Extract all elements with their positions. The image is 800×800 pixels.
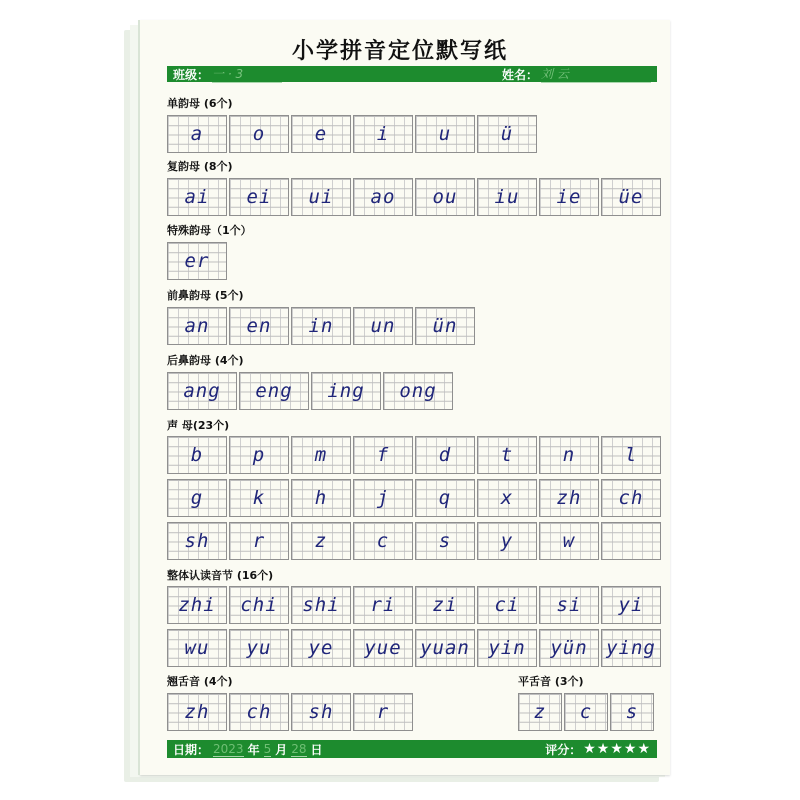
pinyin-text: an xyxy=(184,315,210,337)
section-label-retroflex: 翘舌音 (4个) xyxy=(167,675,233,688)
pinyin-text: ci xyxy=(494,594,520,616)
date-month: 5 xyxy=(263,741,272,756)
pinyin-text: e xyxy=(314,123,328,145)
grid-cell xyxy=(477,629,537,667)
pinyin-text: i xyxy=(376,123,390,145)
pinyin-text: p xyxy=(252,444,266,466)
grid-cell xyxy=(353,629,413,667)
grid-cell xyxy=(539,436,599,474)
grid-row-single-finals xyxy=(167,115,539,153)
grid-cell xyxy=(477,436,537,474)
grid-cell xyxy=(353,115,413,153)
grid-cell xyxy=(601,629,661,667)
grid-cell xyxy=(353,436,413,474)
date-year: 2023 xyxy=(213,741,244,756)
pinyin-text: ri xyxy=(370,594,396,616)
grid-cell xyxy=(601,436,661,474)
section-label-initials: 声 母(23个) xyxy=(167,419,230,432)
pinyin-text: ün xyxy=(432,315,458,337)
grid-cell xyxy=(291,586,351,624)
grid-cell xyxy=(167,372,237,410)
grid-cell xyxy=(415,629,475,667)
grid-cell xyxy=(229,693,289,731)
pinyin-text: er xyxy=(184,250,210,272)
grid-cell xyxy=(601,178,661,216)
grid-cell xyxy=(291,307,351,345)
date-label: 日期： xyxy=(173,742,210,757)
section-label-flat-tongue: 平舌音 (3个) xyxy=(518,675,584,688)
pinyin-text: chi xyxy=(240,594,278,616)
grid-cell xyxy=(415,307,475,345)
pinyin-text: ü xyxy=(500,123,514,145)
grid-cell xyxy=(539,522,599,560)
pinyin-text: üe xyxy=(618,186,644,208)
grid-cell xyxy=(353,586,413,624)
grid-row-retroflex xyxy=(167,693,415,731)
grid-cell xyxy=(229,522,289,560)
grid-cell xyxy=(167,115,227,153)
pinyin-text: iu xyxy=(494,186,520,208)
pinyin-text: m xyxy=(314,444,328,466)
grid-row-compound-finals xyxy=(167,178,663,216)
grid-cell xyxy=(415,436,475,474)
grid-cell xyxy=(353,178,413,216)
pinyin-text: ui xyxy=(308,186,334,208)
grid-cell xyxy=(167,586,227,624)
grid-cell xyxy=(601,479,661,517)
pinyin-text: yue xyxy=(364,637,402,659)
worksheet-title: 小学拼音定位默写纸 xyxy=(291,38,508,64)
pinyin-text: zh xyxy=(184,701,210,723)
grid-cell xyxy=(291,436,351,474)
grid-cell xyxy=(229,629,289,667)
pinyin-text: ie xyxy=(556,186,582,208)
grid-cell xyxy=(229,307,289,345)
pinyin-text: wu xyxy=(184,637,210,659)
pinyin-text: q xyxy=(438,487,452,509)
star-rating: ★★★★★ xyxy=(583,741,651,757)
grid-cell xyxy=(229,436,289,474)
grid-cell xyxy=(539,586,599,624)
grid-cell xyxy=(229,115,289,153)
footer-bar xyxy=(167,740,657,758)
grid-cell xyxy=(167,242,227,280)
pinyin-text: yi xyxy=(618,594,644,616)
pinyin-text: s xyxy=(625,701,639,723)
score-label: 评分： xyxy=(545,742,582,757)
date-day: 28 xyxy=(291,741,307,756)
pinyin-text: z xyxy=(314,530,328,552)
header-bar xyxy=(167,66,657,82)
pinyin-text: x xyxy=(500,487,514,509)
class-label: 班级： xyxy=(173,67,210,82)
grid-cell xyxy=(167,436,227,474)
grid-cell xyxy=(291,522,351,560)
grid-cell xyxy=(539,629,599,667)
pinyin-text: ying xyxy=(606,637,656,659)
pinyin-text: ong xyxy=(399,380,437,402)
grid-cell xyxy=(239,372,309,410)
grid-cell xyxy=(415,178,475,216)
grid-cell xyxy=(167,522,227,560)
grid-cell xyxy=(383,372,453,410)
pinyin-text: c xyxy=(376,530,390,552)
grid-cell xyxy=(167,178,227,216)
grid-cell xyxy=(477,178,537,216)
grid-cell xyxy=(291,693,351,731)
pinyin-text: ang xyxy=(183,380,221,402)
grid-cell xyxy=(539,178,599,216)
pinyin-text: en xyxy=(246,315,272,337)
day-label: 日 xyxy=(310,742,323,757)
pinyin-text: o xyxy=(252,123,266,145)
grid-cell xyxy=(291,115,351,153)
grid-cell xyxy=(415,479,475,517)
pinyin-text: z xyxy=(533,701,547,723)
grid-cell xyxy=(564,693,608,731)
section-label-front-nasal: 前鼻韵母 (5个) xyxy=(167,289,244,302)
section-label-whole-syllables: 整体认读音节 (16个) xyxy=(167,569,274,582)
grid-cell xyxy=(229,586,289,624)
grid-cell xyxy=(167,307,227,345)
pinyin-text: ou xyxy=(432,186,458,208)
name-label: 姓名： xyxy=(501,67,538,82)
grid-cell xyxy=(291,479,351,517)
grid-cell xyxy=(311,372,381,410)
pinyin-text: sh xyxy=(184,530,210,552)
pinyin-text: a xyxy=(190,123,204,145)
pinyin-text: yuan xyxy=(420,637,470,659)
pinyin-text: yün xyxy=(550,637,588,659)
pinyin-text: ye xyxy=(308,637,334,659)
pinyin-text: n xyxy=(562,444,576,466)
pinyin-text: w xyxy=(562,530,576,552)
pinyin-text: t xyxy=(500,444,514,466)
grid-row-initials-1 xyxy=(167,436,663,474)
pinyin-text: ei xyxy=(246,186,272,208)
grid-cell xyxy=(477,115,537,153)
pinyin-text: k xyxy=(252,487,266,509)
grid-row-whole-syllables-2 xyxy=(167,629,663,667)
pinyin-text: l xyxy=(624,444,638,466)
pinyin-text: r xyxy=(376,701,390,723)
class-value: 一 · 3 xyxy=(212,65,282,83)
section-label-special-final: 特殊韵母（1个） xyxy=(167,224,252,237)
grid-row-initials-3 xyxy=(167,522,663,560)
section-label-compound-finals: 复韵母 (8个) xyxy=(167,160,233,173)
grid-cell xyxy=(167,479,227,517)
pinyin-text: f xyxy=(376,444,390,466)
pinyin-text: ai xyxy=(184,186,210,208)
grid-cell xyxy=(353,307,413,345)
grid-row-special-final xyxy=(167,242,229,280)
pinyin-text: d xyxy=(438,444,452,466)
pinyin-text: ao xyxy=(370,186,396,208)
grid-cell xyxy=(610,693,654,731)
pinyin-text: sh xyxy=(308,701,334,723)
pinyin-text: ch xyxy=(618,487,644,509)
pinyin-text: zh xyxy=(556,487,582,509)
pinyin-text: s xyxy=(438,530,452,552)
pinyin-text: zhi xyxy=(178,594,216,616)
grid-cell xyxy=(353,522,413,560)
section-label-back-nasal: 后鼻韵母 (4个) xyxy=(167,354,244,367)
pinyin-text: y xyxy=(500,530,514,552)
pinyin-text: si xyxy=(556,594,582,616)
grid-cell xyxy=(539,479,599,517)
pinyin-text: eng xyxy=(255,380,293,402)
grid-cell xyxy=(167,629,227,667)
grid-cell xyxy=(601,586,661,624)
grid-cell xyxy=(601,522,661,560)
grid-cell xyxy=(353,479,413,517)
grid-cell xyxy=(415,115,475,153)
pinyin-text: yin xyxy=(488,637,526,659)
pinyin-text: c xyxy=(579,701,593,723)
grid-cell xyxy=(229,178,289,216)
name-value: 刘 云 xyxy=(541,65,651,83)
grid-row-initials-2 xyxy=(167,479,663,517)
year-label: 年 xyxy=(247,742,260,757)
pinyin-text: shi xyxy=(302,594,340,616)
grid-cell xyxy=(415,522,475,560)
grid-cell xyxy=(415,586,475,624)
pinyin-text: u xyxy=(438,123,452,145)
section-label-single-finals: 单韵母 (6个) xyxy=(167,97,233,110)
pinyin-text: yu xyxy=(246,637,272,659)
grid-cell xyxy=(291,629,351,667)
pinyin-text: b xyxy=(190,444,204,466)
grid-cell xyxy=(477,522,537,560)
pinyin-text: in xyxy=(308,315,334,337)
grid-cell xyxy=(291,178,351,216)
grid-cell xyxy=(477,586,537,624)
grid-cell xyxy=(353,693,413,731)
grid-row-front-nasal xyxy=(167,307,477,345)
pinyin-text: ing xyxy=(327,380,365,402)
grid-row-back-nasal xyxy=(167,372,455,410)
pinyin-text: ch xyxy=(246,701,272,723)
grid-cell xyxy=(477,479,537,517)
pinyin-text: un xyxy=(370,315,396,337)
grid-cell xyxy=(167,693,227,731)
pinyin-text: zi xyxy=(432,594,458,616)
month-label: 月 xyxy=(275,742,288,757)
pinyin-text: j xyxy=(376,487,390,509)
pinyin-text: r xyxy=(252,530,266,552)
pinyin-text: g xyxy=(190,487,204,509)
grid-cell xyxy=(518,693,562,731)
grid-cell xyxy=(229,479,289,517)
pinyin-text: h xyxy=(314,487,328,509)
grid-row-flat-tongue xyxy=(518,693,656,731)
grid-row-whole-syllables-1 xyxy=(167,586,663,624)
